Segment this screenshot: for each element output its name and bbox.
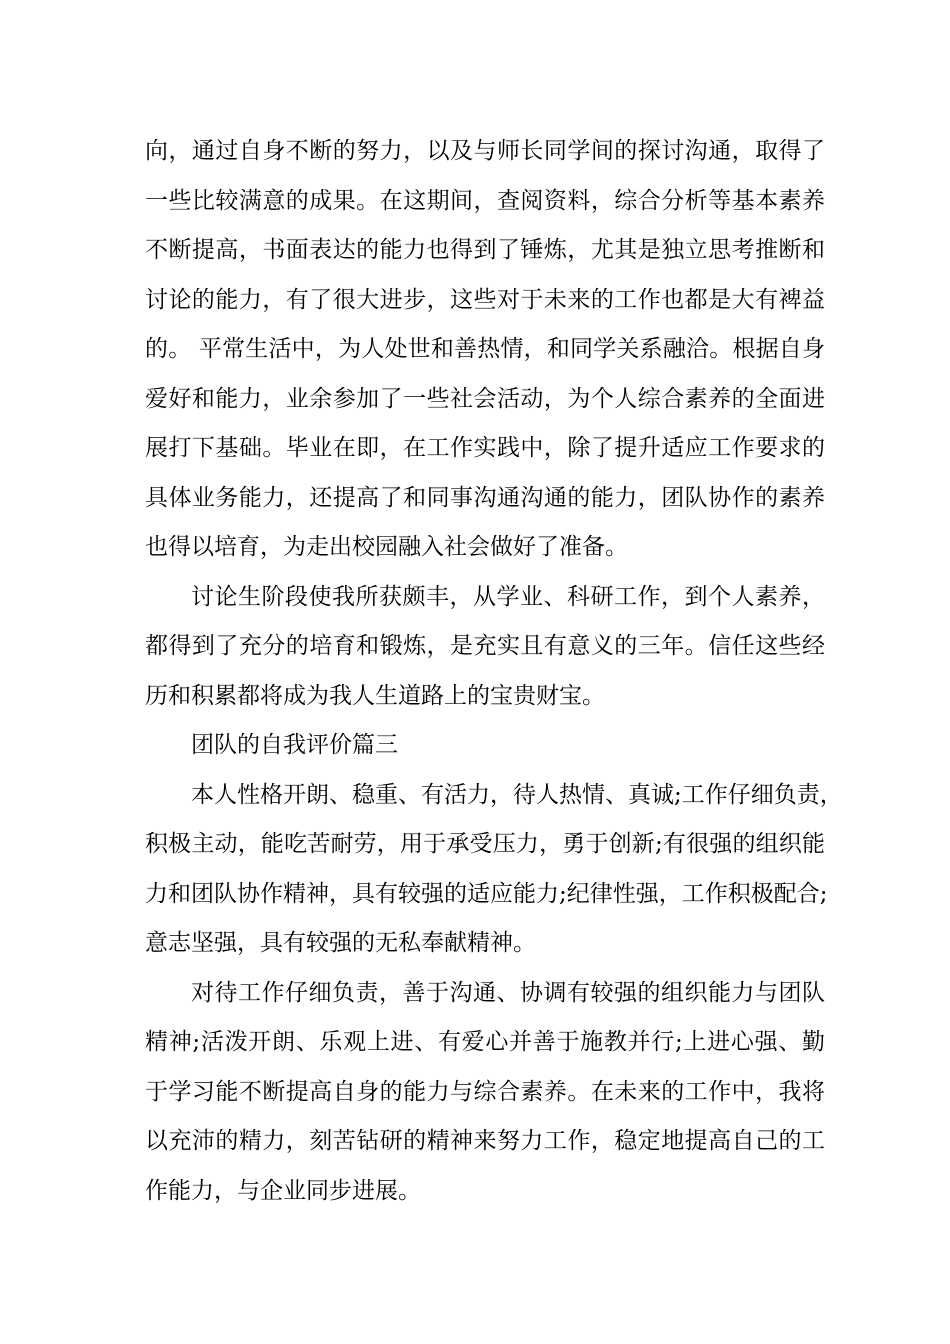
text-line: 精神;活泼开朗、乐观上进、有爱心并善于施教并行;上进心强、勤 (145, 1029, 825, 1055)
text-line: 不断提高，书面表达的能力也得到了锤炼，尤其是独立思考推断和 (145, 237, 825, 263)
text-line: 积极主动，能吃苦耐劳，用于承受压力，勇于创新;有很强的组织能 (145, 831, 825, 857)
text-line: 本人性格开朗、稳重、有活力，待人热情、真诚;工作仔细负责， (191, 781, 843, 808)
text-line: 讨论生阶段使我所获颇丰，从学业、科研工作，到个人素养， (191, 583, 825, 610)
text-line: 一些比较满意的成果。在这期间，查阅资料，综合分析等基本素养 (145, 187, 825, 214)
text-line: 展打下基础。毕业在即，在工作实践中，除了提升适应工作要求的 (145, 435, 825, 461)
text-line: 的。 平常生活中，为人处世和善热情，和同学关系融洽。根据自身 (145, 336, 825, 362)
text-line: 作能力，与企业同步进展。 (145, 1177, 421, 1204)
text-line: 爱好和能力，业余参加了一些社会活动，为个人综合素养的全面进 (145, 385, 825, 412)
text-line: 以充沛的精力，刻苦钻研的精神来努力工作，稳定地提高自己的工 (145, 1128, 825, 1154)
text-line: 讨论的能力，有了很大进步，这些对于未来的工作也都是大有裨益 (145, 286, 825, 313)
text-line: 力和团队协作精神，具有较强的适应能力;纪律性强，工作积极配合; (145, 880, 828, 907)
text-line: 向，通过自身不断的努力，以及与师长同学间的探讨沟通，取得了 (145, 138, 825, 164)
text-line: 具体业务能力，还提高了和同事沟通沟通的能力，团队协作的素养 (145, 484, 825, 511)
text-line: 对待工作仔细负责，善于沟通、协调有较强的组织能力与团队 (191, 979, 825, 1006)
text-line: 意志坚强，具有较强的无私奉献精神。 (145, 930, 536, 956)
body-text (145, 127, 843, 1216)
section-heading: 团队的自我评价篇三 (191, 732, 398, 758)
text-line: 历和积累都将成为我人生道路上的宝贵财宝。 (145, 682, 605, 709)
text-line: 于学习能不断提高自身的能力与综合素养。在未来的工作中，我将 (145, 1078, 825, 1105)
text-line: 都得到了充分的培育和锻炼，是充实且有意义的三年。信任这些经 (145, 633, 825, 659)
text-line: 也得以培育，为走出校园融入社会做好了准备。 (145, 534, 628, 560)
